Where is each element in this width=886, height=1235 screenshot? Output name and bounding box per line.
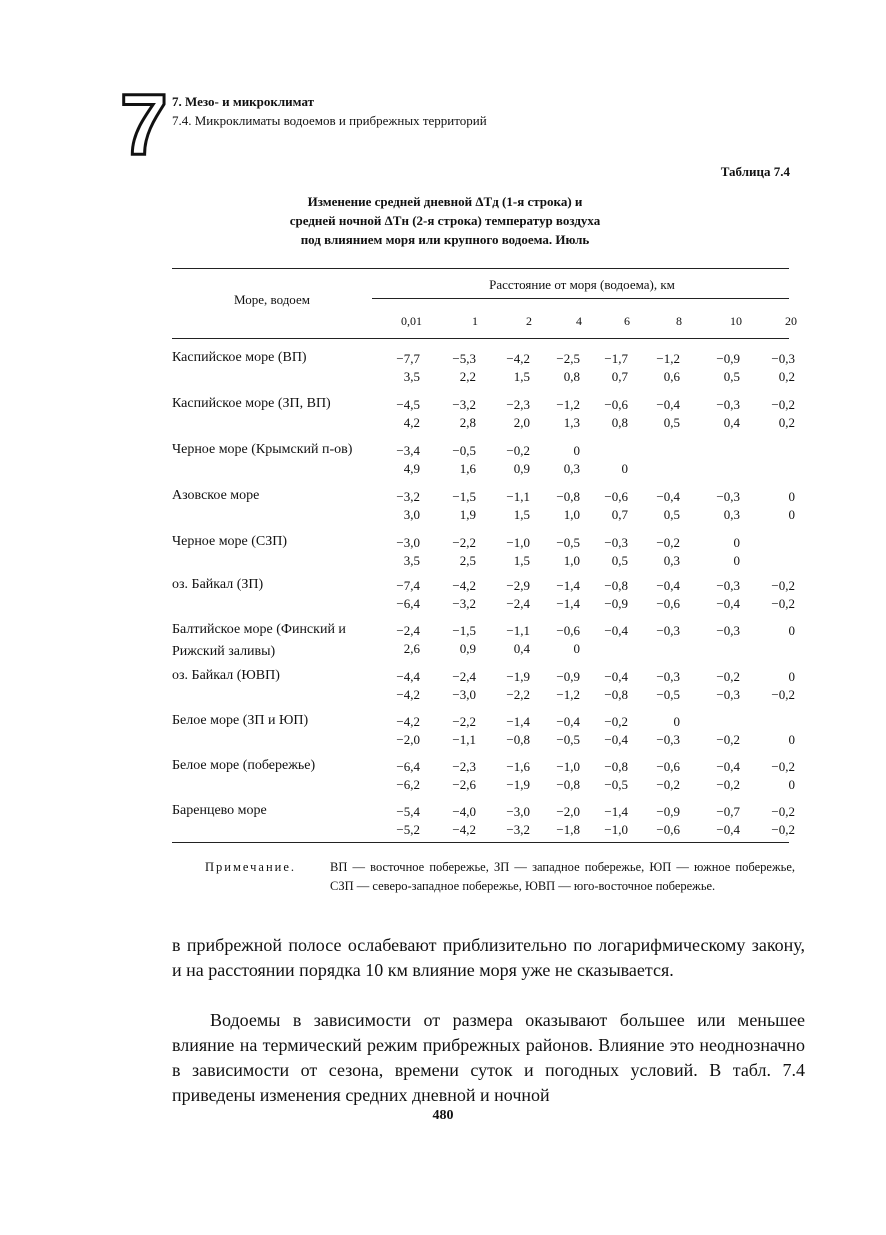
day-value-cell: −1,1 xyxy=(506,623,530,638)
night-value-cell: −0,4 xyxy=(716,822,740,837)
section-title: 7.4. Микроклиматы водоемов и прибрежных территорий xyxy=(172,113,487,128)
day-value-cell: 0 xyxy=(573,443,580,458)
day-value-cell: −0,3 xyxy=(604,535,628,550)
night-value-cell: −1,1 xyxy=(452,732,476,747)
day-value-cell: −0,2 xyxy=(771,397,795,412)
night-value-cell: 1,0 xyxy=(563,507,580,522)
night-value-cell: 2,2 xyxy=(459,369,476,384)
night-value-cell: −0,4 xyxy=(716,596,740,611)
day-value-cell: −4,0 xyxy=(452,804,476,819)
column-header-distance: Расстояние от моря (водоема), км xyxy=(489,277,675,292)
day-value-cell: −0,4 xyxy=(656,578,680,593)
day-value-cell: −2,4 xyxy=(396,623,420,638)
day-value-cell: −2,2 xyxy=(452,714,476,729)
night-value-cell: 4,9 xyxy=(403,461,420,476)
day-value-cell: −1,9 xyxy=(506,669,530,684)
day-value-cell: −5,3 xyxy=(452,351,476,366)
day-value-cell: −0,8 xyxy=(604,578,628,593)
day-value-cell: −0,3 xyxy=(716,489,740,504)
night-value-cell: 0,5 xyxy=(663,415,680,430)
sea-name: Белое море (ЗП и ЮП) xyxy=(172,713,309,728)
day-value-cell: −7,4 xyxy=(396,578,420,593)
night-value-cell: −5,2 xyxy=(396,822,420,837)
caption-line: средней ночной ΔТн (2-я строка) температур воздуха xyxy=(289,213,601,228)
table-label: Таблица 7.4 xyxy=(720,164,790,179)
chapter-number: 7 xyxy=(120,77,168,173)
night-value-cell: −0,8 xyxy=(604,687,628,702)
day-value-cell: −3,0 xyxy=(506,804,530,819)
night-value-cell: −3,0 xyxy=(452,687,476,702)
night-value-cell: 3,5 xyxy=(403,553,420,568)
night-value-cell: 3,0 xyxy=(403,507,420,522)
day-value-cell: −0,3 xyxy=(771,351,795,366)
night-value-cell: 0,3 xyxy=(563,461,580,476)
day-value-cell: −0,4 xyxy=(656,489,680,504)
day-value-cell: −2,0 xyxy=(556,804,580,819)
night-value-cell: −0,2 xyxy=(716,732,740,747)
table-note xyxy=(205,858,795,893)
caption-line: Изменение средней дневной ΔТд (1-я строка) и xyxy=(307,194,583,209)
night-value-cell: −0,2 xyxy=(656,777,680,792)
day-value-cell: −0,8 xyxy=(604,759,628,774)
night-value-cell: −0,3 xyxy=(656,732,680,747)
note-text: ВП — восточное побережье, ЗП — западное побережье, ЮП — южное побережье, СЗП — северо-западное побережье, ЮВП — юго-восточное побережье. xyxy=(330,860,795,893)
night-value-cell: −0,9 xyxy=(604,596,628,611)
sea-name: оз. Байкал (ЮВП) xyxy=(172,668,280,683)
night-value-cell: 0,9 xyxy=(459,641,476,656)
sea-name: Балтийское море (Финский и Рижский заливы) xyxy=(172,622,346,659)
night-value-cell: 4,2 xyxy=(403,415,420,430)
night-value-cell: −0,5 xyxy=(556,732,580,747)
day-value-cell: −4,2 xyxy=(452,578,476,593)
day-value-cell: 0 xyxy=(788,623,795,638)
night-value-cell: −0,8 xyxy=(506,732,530,747)
day-value-cell: −0,5 xyxy=(556,535,580,550)
running-header xyxy=(172,92,487,130)
night-value-cell: 0 xyxy=(788,732,795,747)
night-value-cell: −4,2 xyxy=(452,822,476,837)
night-value-cell: 0,3 xyxy=(663,553,680,568)
day-value-cell: −0,3 xyxy=(716,397,740,412)
day-value-cell: −0,2 xyxy=(656,535,680,550)
night-value-cell: −4,2 xyxy=(396,687,420,702)
night-value-cell: −0,3 xyxy=(716,687,740,702)
night-value-cell: 0,5 xyxy=(723,369,740,384)
night-value-cell: −0,8 xyxy=(556,777,580,792)
night-value-cell: 2,6 xyxy=(403,641,420,656)
chapter-title: 7. Мезо- и микроклимат xyxy=(172,94,314,109)
day-value-cell: −1,5 xyxy=(452,623,476,638)
day-value-cell: −1,0 xyxy=(556,759,580,774)
day-value-cell: −1,6 xyxy=(506,759,530,774)
day-value-cell: 0 xyxy=(673,714,680,729)
table-caption xyxy=(230,192,660,249)
day-value-cell: 0 xyxy=(788,489,795,504)
day-value-cell: −2,5 xyxy=(556,351,580,366)
note-label: Примечание. xyxy=(205,860,297,874)
night-value-cell: 1,5 xyxy=(513,507,530,522)
night-value-cell: 0,7 xyxy=(611,507,628,522)
night-value-cell: 1,6 xyxy=(459,461,476,476)
day-value-cell: −0,3 xyxy=(716,623,740,638)
night-value-cell: 1,0 xyxy=(563,553,580,568)
day-value-cell: −3,2 xyxy=(396,489,420,504)
night-value-cell: −0,2 xyxy=(716,777,740,792)
day-value-cell: −0,7 xyxy=(716,804,740,819)
day-value-cell: −0,9 xyxy=(656,804,680,819)
day-value-cell: −1,4 xyxy=(604,804,628,819)
night-value-cell: 0,3 xyxy=(723,507,740,522)
day-value-cell: −0,6 xyxy=(556,623,580,638)
night-value-cell: −0,2 xyxy=(771,687,795,702)
day-value-cell: −0,4 xyxy=(604,623,628,638)
night-value-cell: −0,4 xyxy=(604,732,628,747)
day-value-cell: −0,2 xyxy=(716,669,740,684)
night-value-cell: 0,7 xyxy=(611,369,628,384)
night-value-cell: −3,2 xyxy=(506,822,530,837)
day-value-cell: −0,6 xyxy=(656,759,680,774)
header-bottom-rule xyxy=(172,338,789,339)
day-value-cell: −1,0 xyxy=(506,535,530,550)
day-value-cell: −0,3 xyxy=(656,623,680,638)
day-value-cell: −3,0 xyxy=(396,535,420,550)
night-value-cell: −0,6 xyxy=(656,596,680,611)
night-value-cell: 0,6 xyxy=(663,369,680,384)
distance-header-cell: 1 xyxy=(472,314,478,328)
sea-name: Азовское море xyxy=(172,488,260,503)
day-value-cell: −0,4 xyxy=(604,669,628,684)
night-value-cell: −0,2 xyxy=(771,596,795,611)
day-value-cell: −0,3 xyxy=(656,669,680,684)
day-value-cell: −0,2 xyxy=(604,714,628,729)
day-value-cell: −0,4 xyxy=(656,397,680,412)
day-value-cell: −0,5 xyxy=(452,443,476,458)
day-value-cell: 0 xyxy=(788,669,795,684)
day-value-cell: −1,1 xyxy=(506,489,530,504)
night-value-cell: −2,4 xyxy=(506,596,530,611)
night-value-cell: 3,5 xyxy=(403,369,420,384)
night-value-cell: 0 xyxy=(788,777,795,792)
night-value-cell: 0 xyxy=(573,641,580,656)
day-value-cell: −0,4 xyxy=(556,714,580,729)
night-value-cell: 1,5 xyxy=(513,553,530,568)
header-sub-rule xyxy=(372,298,789,299)
day-value-cell: −2,4 xyxy=(452,669,476,684)
night-value-cell: −1,2 xyxy=(556,687,580,702)
sea-name: оз. Байкал (ЗП) xyxy=(172,577,264,592)
day-value-cell: −1,4 xyxy=(556,578,580,593)
night-value-cell: −6,2 xyxy=(396,777,420,792)
page-number: 480 xyxy=(432,1108,454,1123)
night-value-cell: −1,8 xyxy=(556,822,580,837)
day-value-cell: −2,3 xyxy=(452,759,476,774)
column-header-sea: Море, водоем xyxy=(234,292,310,307)
night-value-cell: −6,4 xyxy=(396,596,420,611)
sea-name: Черное море (Крымский п-ов) xyxy=(172,442,353,457)
body-paragraph-2: Водоемы в зависимости от размера оказывают большее или меньшее влияние на термический режим прибрежных районов. Влияние это неоднозначно в зависимости от сезона, времени суток и погодных условий. В табл. 7.4 приведены изменения средних дневной и ночной xyxy=(172,1010,805,1105)
day-value-cell: −1,5 xyxy=(452,489,476,504)
night-value-cell: −1,4 xyxy=(556,596,580,611)
day-value-cell: −0,4 xyxy=(716,759,740,774)
day-value-cell: −1,7 xyxy=(604,351,628,366)
night-value-cell: 1,3 xyxy=(563,415,580,430)
night-value-cell: 0 xyxy=(733,553,740,568)
sea-name: Баренцево море xyxy=(172,803,267,818)
night-value-cell: 1,5 xyxy=(513,369,530,384)
night-value-cell: 2,8 xyxy=(459,415,476,430)
body-paragraph-1: в прибрежной полосе ослабевают приблизительно по логарифмическому закону, и на расстоянии порядка 10 км влияние моря уже не сказывается. xyxy=(172,935,805,980)
night-value-cell: 2,0 xyxy=(513,415,530,430)
day-value-cell: −5,4 xyxy=(396,804,420,819)
day-value-cell: 0 xyxy=(733,535,740,550)
night-value-cell: 0 xyxy=(621,461,628,476)
night-value-cell: −0,5 xyxy=(604,777,628,792)
sea-name: Черное море (СЗП) xyxy=(172,534,288,549)
day-value-cell: −0,2 xyxy=(771,759,795,774)
day-value-cell: −1,2 xyxy=(556,397,580,412)
distance-header-cell: 6 xyxy=(624,314,630,328)
sea-name: Каспийское море (ЗП, ВП) xyxy=(172,396,331,411)
night-value-cell: 0,2 xyxy=(778,369,795,384)
day-value-cell: −6,4 xyxy=(396,759,420,774)
day-value-cell: −0,9 xyxy=(716,351,740,366)
day-value-cell: −0,6 xyxy=(604,489,628,504)
night-value-cell: −0,2 xyxy=(771,822,795,837)
day-value-cell: −2,3 xyxy=(506,397,530,412)
night-value-cell: −1,9 xyxy=(506,777,530,792)
day-value-cell: −4,5 xyxy=(396,397,420,412)
night-value-cell: −0,5 xyxy=(656,687,680,702)
table-top-rule xyxy=(172,268,789,269)
distance-header-cell: 4 xyxy=(576,314,582,328)
night-value-cell: 1,9 xyxy=(459,507,476,522)
night-value-cell: 0,5 xyxy=(663,507,680,522)
distance-header-cell: 8 xyxy=(676,314,682,328)
night-value-cell: −1,0 xyxy=(604,822,628,837)
night-value-cell: −3,2 xyxy=(452,596,476,611)
sea-name: Белое море (побережье) xyxy=(172,758,316,773)
day-value-cell: −1,4 xyxy=(506,714,530,729)
day-value-cell: −0,8 xyxy=(556,489,580,504)
night-value-cell: 0,2 xyxy=(778,415,795,430)
distance-header-cell: 0,01 xyxy=(401,314,422,328)
night-value-cell: 0,8 xyxy=(611,415,628,430)
day-value-cell: −3,2 xyxy=(452,397,476,412)
day-value-cell: −0,6 xyxy=(604,397,628,412)
day-value-cell: −0,2 xyxy=(506,443,530,458)
day-value-cell: −0,3 xyxy=(716,578,740,593)
day-value-cell: −4,4 xyxy=(396,669,420,684)
day-value-cell: −3,4 xyxy=(396,443,420,458)
night-value-cell: 0,9 xyxy=(513,461,530,476)
day-value-cell: −4,2 xyxy=(506,351,530,366)
day-value-cell: −4,2 xyxy=(396,714,420,729)
night-value-cell: 0,4 xyxy=(513,641,530,656)
night-value-cell: 0 xyxy=(788,507,795,522)
day-value-cell: −0,2 xyxy=(771,578,795,593)
night-value-cell: −2,0 xyxy=(396,732,420,747)
day-value-cell: −2,9 xyxy=(506,578,530,593)
day-value-cell: −0,9 xyxy=(556,669,580,684)
distance-header-cell: 20 xyxy=(785,314,797,328)
night-value-cell: 2,5 xyxy=(459,553,476,568)
night-value-cell: 0,5 xyxy=(611,553,628,568)
distance-header-cell: 10 xyxy=(730,314,742,328)
day-value-cell: −1,2 xyxy=(656,351,680,366)
night-value-cell: −0,6 xyxy=(656,822,680,837)
day-value-cell: −7,7 xyxy=(396,351,420,366)
day-value-cell: −0,2 xyxy=(771,804,795,819)
night-value-cell: −2,6 xyxy=(452,777,476,792)
table-bottom-rule xyxy=(172,842,789,843)
night-value-cell: 0,4 xyxy=(723,415,740,430)
distance-header-cell: 2 xyxy=(526,314,532,328)
caption-line: под влиянием моря или крупного водоема. Июль xyxy=(300,232,590,247)
night-value-cell: 0,8 xyxy=(563,369,580,384)
day-value-cell: −2,2 xyxy=(452,535,476,550)
sea-name: Каспийское море (ВП) xyxy=(172,350,307,365)
night-value-cell: −2,2 xyxy=(506,687,530,702)
